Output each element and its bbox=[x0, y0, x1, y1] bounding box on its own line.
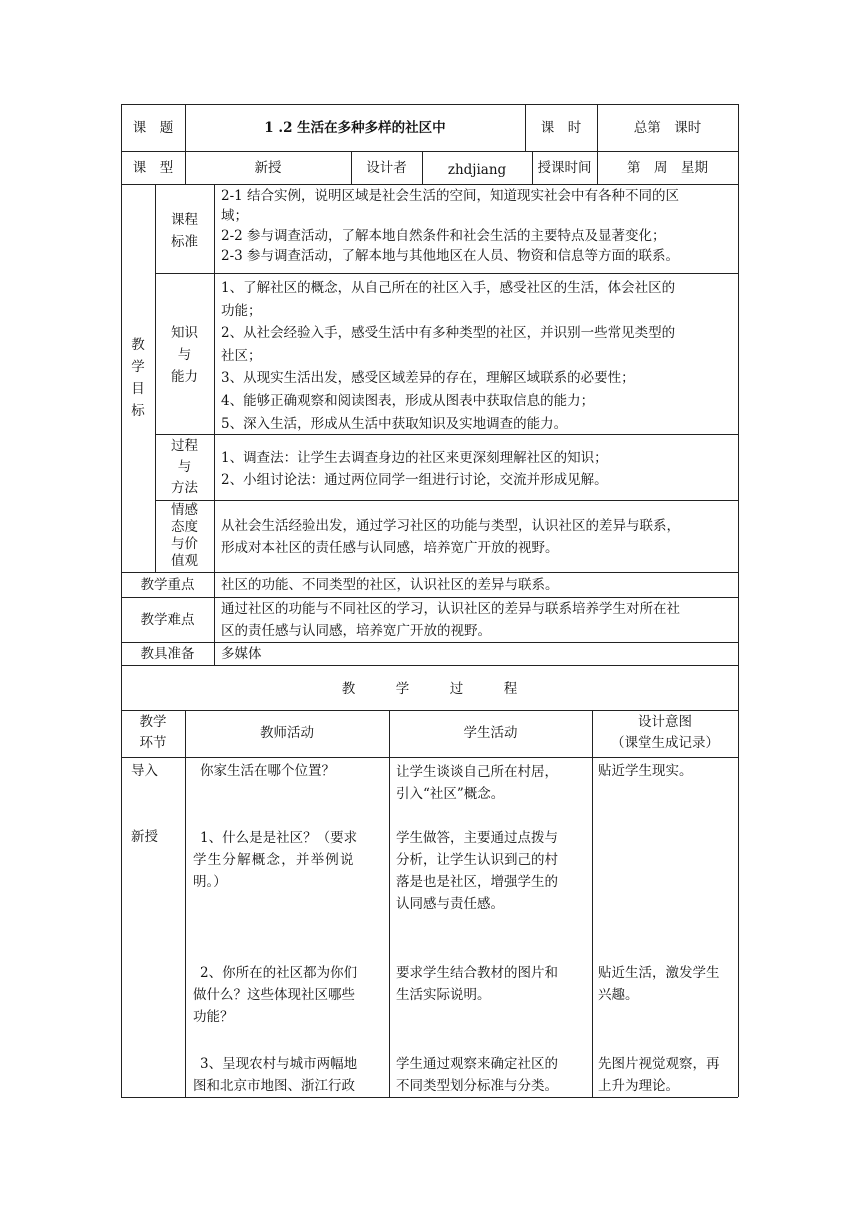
curriculum-text: 2-1 结合实例，说明区域是社会生活的空间，知道现实社会中有各种不同的区 域； 2-2 参与调查活动，了解本地自然条件和社会生活的主要特点及显著变化； 2-3 参与调查活动，了解本地与其他地区在人员、物资和信息等方面的联系。 bbox=[221, 188, 680, 264]
row-divider bbox=[155, 273, 738, 274]
header-stage: 教学 环节 bbox=[139, 714, 167, 751]
hours-label: 课 时 bbox=[540, 120, 582, 136]
materials-text: 多媒体 bbox=[221, 646, 262, 662]
header-design: 设计意图 （课堂生成记录） bbox=[611, 714, 719, 751]
stage-intro: 导入 bbox=[131, 763, 158, 779]
teach-time-label: 授课时间 bbox=[537, 160, 592, 176]
teacher-activity: 3、呈现农村与城市两幅地 图和北京市地图、浙江行政 bbox=[193, 1056, 358, 1094]
teacher-activity: 1、什么是是社区？（要求 学生分解概念，并举例说 明。） bbox=[193, 830, 358, 890]
row-divider bbox=[121, 665, 738, 666]
lesson-label: 课 题 bbox=[132, 120, 174, 136]
knowledge-label: 知识 与 能力 bbox=[171, 325, 198, 385]
teacher-activity: 2、你所在的社区都为你们 做什么？这些体现社区哪些 功能？ bbox=[193, 965, 358, 1025]
table-border-top bbox=[121, 104, 738, 105]
table-border-bottom bbox=[121, 1097, 738, 1098]
emotion-label: 情感 态度 与价 值观 bbox=[171, 502, 198, 569]
knowledge-text: 1、了解社区的概念，从自己所在的社区入手，感受社区的生活，体会社区的 功能； 2、从社会经验入手，感受生活中有多种类型的社区，并识别一些常见类型的 社区； 3、从现实生活出发，感受区域差异的存在，理解区域联系的必要性； 4、能够正确观察和阅读图表，形成从图表中获取信息的能力； 5、深入生活，形成从生活中获取知识及实地调查的能力。 bbox=[221, 280, 676, 432]
stage-new-lesson: 新授 bbox=[131, 829, 158, 845]
teacher-activity: 你家生活在哪个位置？ bbox=[200, 763, 335, 779]
process-label: 过程 与 方法 bbox=[171, 438, 198, 496]
col-divider bbox=[592, 710, 593, 1097]
design-intent: 先图片视觉观察，再 上升为理论。 bbox=[598, 1056, 720, 1094]
student-activity: 让学生谈谈自己所在村居， 引入“社区”概念。 bbox=[396, 764, 558, 802]
table-border-left bbox=[121, 104, 122, 1097]
teach-time-value: 第 周 星期 bbox=[627, 160, 708, 176]
student-activity: 学生通过观察来确定社区的 不同类型划分标准与分类。 bbox=[396, 1056, 558, 1094]
difficulties-text: 通过社区的功能与不同社区的学习，认识社区的差异与联系培养学生对所在社 区的责任感与认同感，培养宽广开放的视野。 bbox=[221, 601, 680, 639]
design-intent: 贴近生活，激发学生 兴趣。 bbox=[598, 965, 720, 1003]
designer-label: 设计者 bbox=[366, 160, 407, 176]
header-student: 学生活动 bbox=[463, 725, 518, 741]
emotion-text: 从社会生活经验出发，通过学习社区的功能与类型，认识社区的差异与联系， 形成对本社区的责任感与认同感，培养宽广开放的视野。 bbox=[221, 518, 680, 556]
student-activity: 要求学生结合教材的图片和 生活实际说明。 bbox=[396, 965, 558, 1003]
col-divider bbox=[214, 184, 215, 665]
curriculum-label: 课程 标准 bbox=[171, 212, 198, 250]
hours-value: 总第 课时 bbox=[633, 120, 702, 136]
student-activity: 学生做答，主要通过点拨与 分析，让学生认识到己的村 落是也是社区，增强学生的 认同感与责任感。 bbox=[396, 830, 558, 912]
process-section-title: 教 学 过 程 bbox=[341, 681, 518, 697]
col-divider bbox=[185, 710, 186, 1097]
objectives-group-label: 教 学 目 标 bbox=[131, 337, 145, 419]
header-teacher: 教师活动 bbox=[260, 725, 314, 741]
lesson-title: 1 .2 生活在多种多样的社区中 bbox=[264, 120, 446, 136]
table-border-right bbox=[738, 104, 739, 1097]
design-intent: 贴近学生现实。 bbox=[598, 763, 693, 779]
type-label: 课 型 bbox=[132, 160, 174, 176]
row-divider bbox=[155, 500, 738, 501]
col-divider bbox=[389, 710, 390, 1097]
difficulties-label: 教学难点 bbox=[140, 612, 195, 628]
materials-label: 教具准备 bbox=[140, 646, 195, 662]
key-points-text: 社区的功能、不同类型的社区，认识社区的差异与联系。 bbox=[221, 577, 559, 593]
row-divider bbox=[121, 151, 738, 152]
type-value: 新授 bbox=[254, 160, 282, 176]
row-divider bbox=[121, 757, 738, 758]
process-text: 1、调查法：让学生去调查身边的社区来更深刻理解社区的知识； 2、小组讨论法：通过两位同学一组进行讨论，交流并形成见解。 bbox=[221, 450, 608, 488]
designer-value: zhdjiang bbox=[447, 162, 507, 178]
key-points-label: 教学重点 bbox=[140, 577, 195, 593]
row-divider bbox=[121, 710, 738, 711]
